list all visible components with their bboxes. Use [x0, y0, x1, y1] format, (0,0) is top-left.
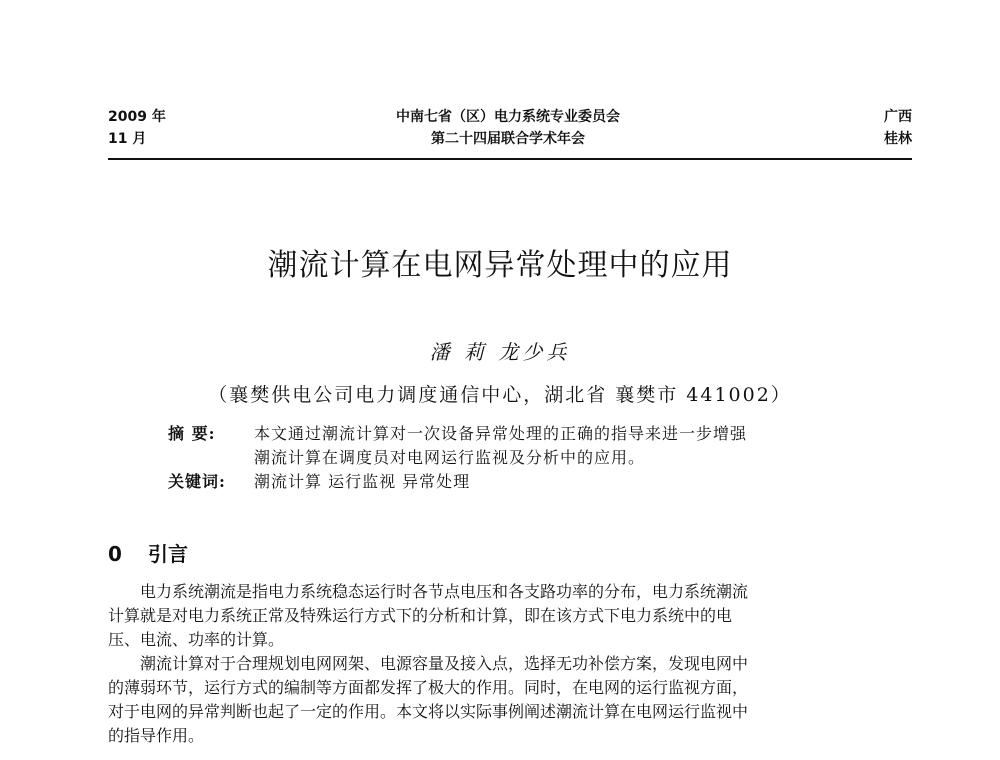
- header-rule: [108, 158, 912, 160]
- keywords-text: 潮流计算 运行监视 异常处理: [254, 472, 471, 491]
- body-line: 的薄弱环节，运行方式的编制等方面都发挥了极大的作用。同时，在电网的运行监视方面，: [108, 678, 749, 697]
- body-line: 电力系统潮流是指电力系统稳态运行时各节点电压和各支路功率的分布，电力系统潮流: [140, 582, 749, 601]
- body-line: 计算就是对电力系统正常及特殊运行方式下的分析和计算，即在该方式下电力系统中的电: [108, 606, 733, 625]
- paper-authors: 潘 莉 龙少兵: [429, 340, 571, 364]
- paper-title: 潮流计算在电网异常处理中的应用: [267, 248, 733, 283]
- header-meeting: 第二十四届联合学术年会: [431, 131, 585, 147]
- paper-affiliation: （襄樊供电公司电力调度通信中心，湖北省 襄樊市 441002）: [208, 384, 792, 406]
- header-province: 广西: [884, 109, 912, 125]
- body-line: 对于电网的异常判断也起了一定的作用。本文将以实际事例阐述潮流计算在电网运行监视中: [108, 702, 749, 721]
- keywords-label: 关键词:: [168, 472, 226, 491]
- header-conference: [308, 106, 708, 150]
- header-city: 桂林: [884, 131, 912, 147]
- body-line: 的指导作用。: [108, 726, 205, 745]
- header-location: [884, 106, 912, 150]
- section-number: 0: [108, 542, 122, 566]
- header-date: [108, 106, 166, 150]
- section-heading: [108, 538, 188, 567]
- keywords-row: [168, 470, 868, 494]
- body-text: [108, 580, 908, 748]
- header-year: 2009 年: [108, 109, 166, 125]
- header-month: 11 月: [108, 131, 147, 147]
- header-committee: 中南七省（区）电力系统专业委员会: [396, 109, 620, 125]
- body-line: 压、电流、功率的计算。: [108, 630, 285, 649]
- abstract-text-line-2: 潮流计算在调度员对电网运行监视及分析中的应用。: [254, 448, 646, 467]
- abstract-label: 摘 要:: [168, 424, 216, 443]
- abstract-text-line-1: 本文通过潮流计算对一次设备异常处理的正确的指导来进一步增强: [254, 424, 748, 443]
- abstract-row-1: [168, 422, 868, 446]
- abstract-block: [168, 422, 868, 494]
- section-title: 引言: [148, 542, 188, 566]
- abstract-row-2: [168, 446, 868, 470]
- body-line: 潮流计算对于合理规划电网网架、电源容量及接入点，选择无功补偿方案，发现电网中: [140, 654, 749, 673]
- running-header: [108, 106, 912, 156]
